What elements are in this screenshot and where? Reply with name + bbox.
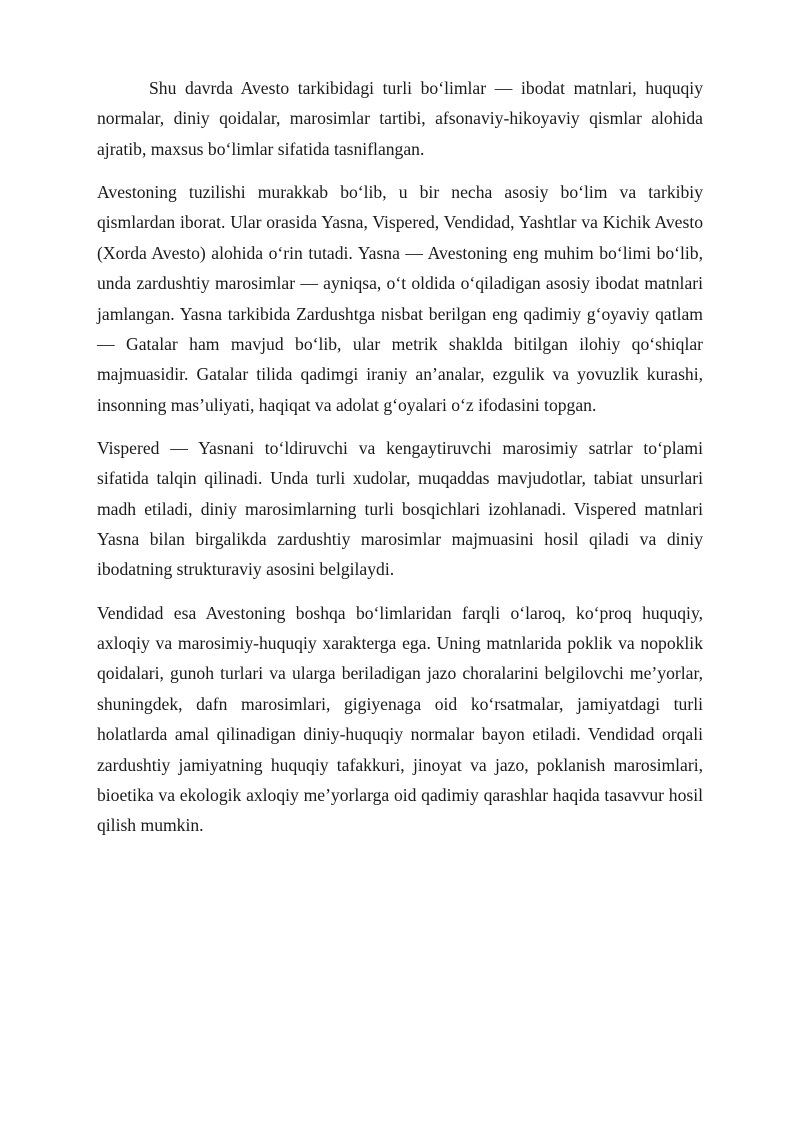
paragraph-vispered: Vispered — Yasnani to‘ldiruvchi va kengaytiruvchi marosimiy satrlar to‘plami sifatida talqin qilinadi. Unda turli xudolar, muqaddas mavjudotlar, tabiat unsurlari madh etiladi, diniy marosimlarning turli bosqichlari izohlanadi. Vispered matnlari Yasna bilan birgalikda zardushtiy marosimlar majmuasini hosil qiladi va diniy ibodatning strukturaviy asosini belgilaydi. [97, 437, 703, 580]
paragraph-intro: Shu davrda Avesto tarkibidagi turli bo‘limlar — ibodat matnlari, huquqiy normalar, diniy qoidalar, marosimlar tartibi, afsonaviy-hikoyaviy qismlar alohida ajratib, maxsus bo‘limlar sifatida tasniflangan. [97, 78, 703, 159]
paragraph-vendidad: Vendidad esa Avestoning boshqa bo‘limlaridan farqli o‘laroq, ko‘proq huquqiy, axloqiy va marosimiy-huquqiy xarakterga ega. Uning matnlarida poklik va nopoklik qoidalari, gunoh turlari va ularga beriladigan jazo choralarini belgilovchi me’yorlar, shuningdek, dafn marosimlari, gigiyenaga oid ko‘rsatmalar, jamiyatdagi turli holatlarda amal qilinadigan diniy-huquqiy normalar bayon etiladi. Vendidad orqali zardushtiy jamiyatning huquqiy tafakkuri, jinoyat va jazo, poklanish marosimlari, bioetika va ekologik axloqiy me’yorlarga oid qadimiy qarashlar haqida tasavvur hosil qilish mumkin. [97, 602, 703, 836]
paragraph-avesto-structure: Avestoning tuzilishi murakkab bo‘lib, u bir necha asosiy bo‘lim va tarkibiy qismlardan iborat. Ular orasida Yasna, Vispered, Vendidad, Yashtlar va Kichik Avesto (Xorda Avesto) alohida o‘rin tutadi. Yasna — Avestoning eng muhim bo‘limi bo‘lib, unda zardushtiy marosimlar — ayniqsa, o‘t oldida o‘qiladigan asosiy ibodat matnlari jamlangan. Yasna tarkibida Zardushtga nisbat berilgan eng qadimiy g‘oyaviy qatlam — Gatalar ham mavjud bo‘lib, ular metrik shaklda bitilgan ilohiy qo‘shiqlar majmuasidir. Gatalar tilida qadimgi iraniy an’analar, ezgulik va yovuzlik kurashi, insonning mas’uliyati, haqiqat va adolat g‘oyalari o‘z ifodasini topgan. [97, 181, 703, 415]
document-page [97, 73, 703, 854]
